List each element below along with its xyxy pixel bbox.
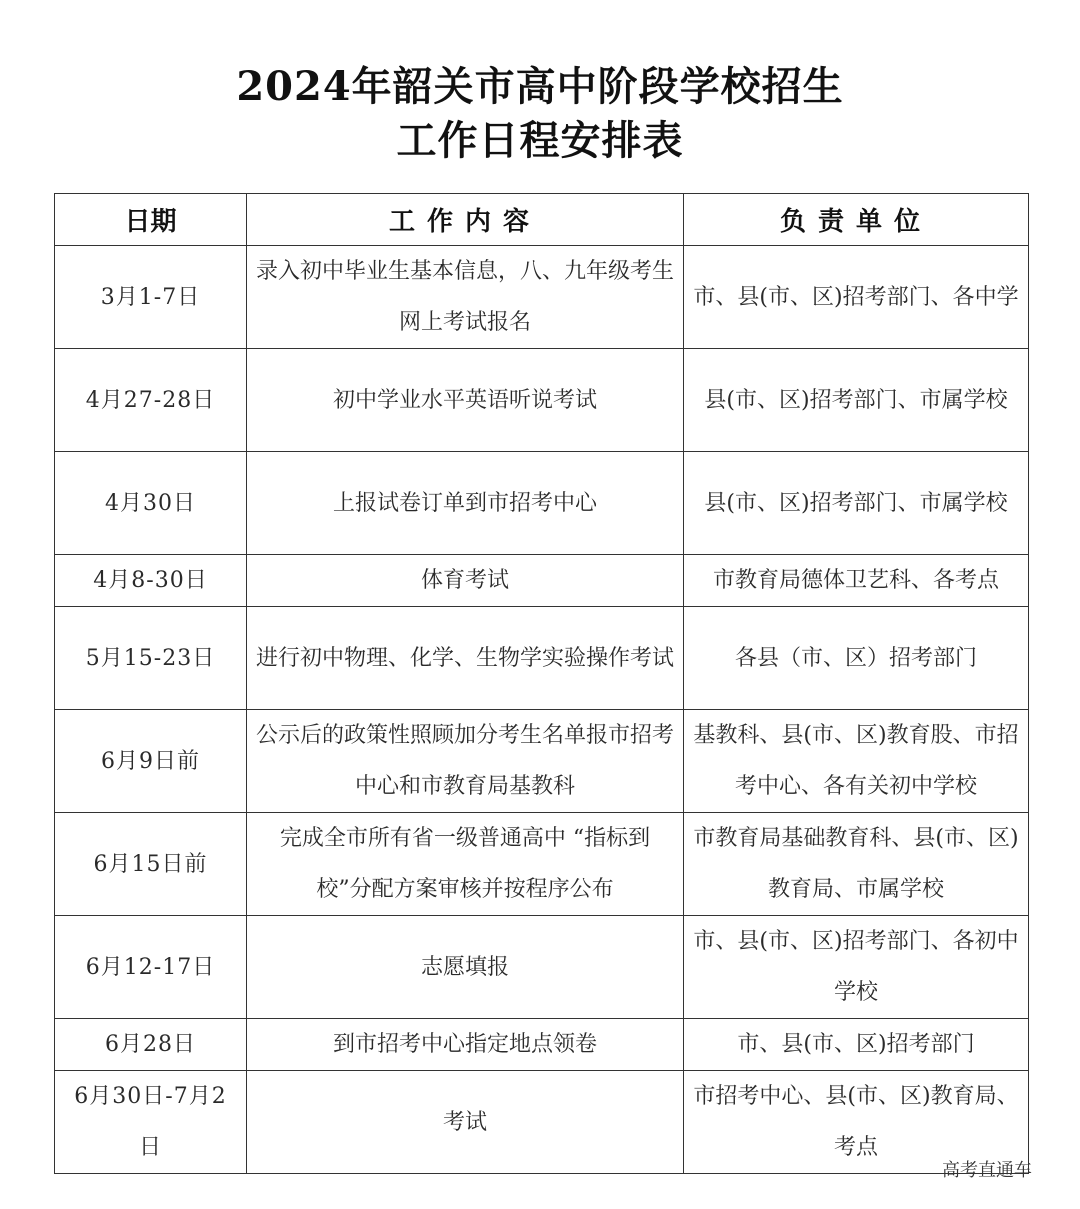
row-work: 志愿填报: [247, 916, 684, 1019]
table-row: [55, 246, 1029, 349]
table-row: [55, 710, 1029, 813]
row-unit: 市教育局基础教育科、县(市、区)教育局、市属学校: [684, 813, 1029, 916]
table-row: [55, 1071, 1029, 1174]
row-unit: 市、县(市、区)招考部门: [684, 1019, 1029, 1071]
title-line-2: 工作日程安排表: [396, 117, 684, 164]
row-work: 公示后的政策性照顾加分考生名单报市招考中心和市教育局基教科: [247, 710, 684, 813]
row-work: 到市招考中心指定地点领卷: [247, 1019, 684, 1071]
row-work: 完成全市所有省一级普通高中 “指标到校”分配方案审核并按程序公布: [247, 813, 684, 916]
table-row: [55, 813, 1029, 916]
row-work: 进行初中物理、化学、生物学实验操作考试: [247, 607, 684, 710]
row-unit: 各县（市、区）招考部门: [684, 607, 1029, 710]
row-work: 考试: [247, 1071, 684, 1174]
row-date: 4月27-28日: [55, 349, 247, 452]
row-date: 4月30日: [55, 452, 247, 555]
row-unit: 县(市、区)招考部门、市属学校: [684, 452, 1029, 555]
row-date: 6月15日前: [55, 813, 247, 916]
row-unit: 市教育局德体卫艺科、各考点: [684, 555, 1029, 607]
schedule-table: [54, 193, 1029, 1174]
row-unit: 县(市、区)招考部门、市属学校: [684, 349, 1029, 452]
row-unit: 市、县(市、区)招考部门、各初中学校: [684, 916, 1029, 1019]
row-unit: 基教科、县(市、区)教育股、市招考中心、各有关初中学校: [684, 710, 1029, 813]
table-row: [55, 555, 1029, 607]
header-unit: 负责单位: [684, 194, 1029, 246]
row-date: 6月30日-7月2日: [55, 1071, 247, 1174]
row-unit: 市、县(市、区)招考部门、各中学: [684, 246, 1029, 349]
document-title: [0, 60, 1080, 168]
row-date: 6月28日: [55, 1019, 247, 1071]
row-date: 6月9日前: [55, 710, 247, 813]
table-row: [55, 1019, 1029, 1071]
row-work: 体育考试: [247, 555, 684, 607]
table-header-row: [55, 194, 1029, 246]
row-date: 5月15-23日: [55, 607, 247, 710]
header-work: 工作内容: [247, 194, 684, 246]
row-work: 上报试卷订单到市招考中心: [247, 452, 684, 555]
row-date: 4月8-30日: [55, 555, 247, 607]
watermark-text: 高考直通车: [942, 1160, 1032, 1181]
table-row: [55, 607, 1029, 710]
table-row: [55, 916, 1029, 1019]
row-work: 录入初中毕业生基本信息，八、九年级考生网上考试报名: [247, 246, 684, 349]
title-line-1: 2024年韶关市高中阶段学校招生: [236, 63, 844, 110]
table-row: [55, 452, 1029, 555]
row-work: 初中学业水平英语听说考试: [247, 349, 684, 452]
row-date: 3月1-7日: [55, 246, 247, 349]
row-date: 6月12-17日: [55, 916, 247, 1019]
table-row: [55, 349, 1029, 452]
row-unit: 市招考中心、县(市、区)教育局、考点: [684, 1071, 1029, 1174]
header-date: 日期: [55, 194, 247, 246]
